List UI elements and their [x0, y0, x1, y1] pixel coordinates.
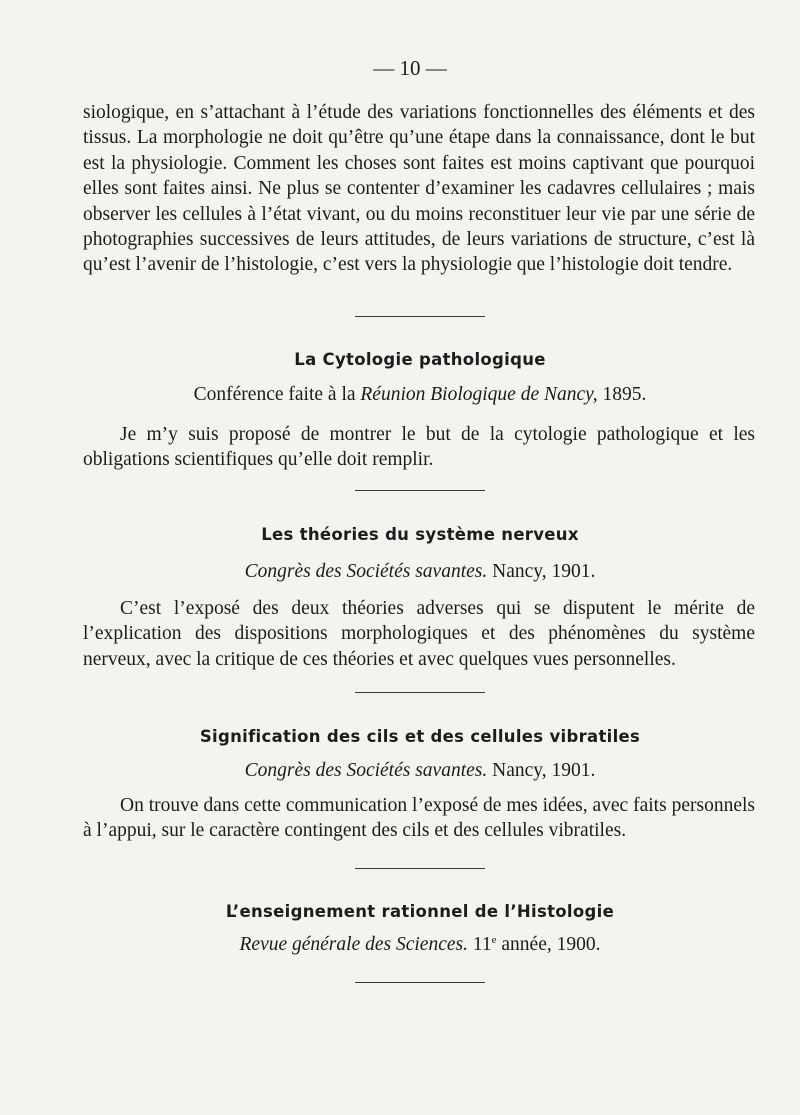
- page-number: — 10 —: [373, 56, 447, 80]
- source-italic: Réunion Biologique de Nancy,: [360, 384, 598, 405]
- separator-rule: [355, 692, 485, 693]
- source-prefix: Conférence faite à la: [193, 384, 361, 405]
- separator-rule: [355, 868, 485, 869]
- separator-rule: [355, 316, 485, 317]
- source-suffix-2: année, 1900.: [496, 934, 601, 955]
- section-title: Les théories du système nerveux: [261, 525, 579, 544]
- source-suffix: 1895.: [597, 384, 647, 405]
- section-source: [0, 760, 800, 782]
- section-source: [0, 561, 800, 583]
- section-body: Je m’y suis proposé de montrer le but de la cytologie pathologique et les obligations scientifiques qu’elle doit remplir.: [83, 424, 755, 471]
- intro-paragraph: siologique, en s’attachant à l’étude des variations fonctionnelles des éléments et des tissus. La morphologie ne doit qu’être qu’une étape dans la connaissance, dont le but est la physiologie. Comment les choses sont faites est moins captivant que pourquoi elles sont faites ainsi. Ne plus se contenter d’examiner les cadavres cellulaires ; mais observer les cellules à l’état vivant, ou du moins reconstituer leur vie par une série de photographies successives de leurs attitudes, de leurs variations de structure, c’est là qu’est l’avenir de l’histologie, c’est vers la physiologie que l’histologie doit tendre.: [83, 102, 755, 276]
- section-title: Signification des cils et des cellules vibratiles: [199, 727, 641, 746]
- separator-rule: [355, 982, 485, 983]
- section-title: La Cytologie pathologique: [294, 350, 546, 369]
- source-suffix: Nancy, 1901.: [487, 760, 596, 781]
- source-italic: Revue générale des Sciences.: [239, 934, 468, 955]
- source-italic: Congrès des Sociétés savantes.: [244, 561, 488, 582]
- section-source: [0, 934, 800, 956]
- source-italic: Congrès des Sociétés savantes.: [244, 760, 488, 781]
- section-source: [0, 384, 800, 406]
- section-body: C’est l’exposé des deux théories adverses qui se disputent le mérite de l’explication des dispositions morphologiques et des phénomènes du système nerveux, avec la critique de ces théories et avec quelques vues personnelles.: [83, 598, 755, 670]
- source-superscript: e: [491, 934, 497, 946]
- section-body: On trouve dans cette communication l’exposé de mes idées, avec faits personnels à l’appui, sur le caractère contingent des cils et des cellules vibratiles.: [83, 795, 755, 842]
- separator-rule: [355, 490, 485, 491]
- section-title: L’enseignement rationnel de l’Histologie: [225, 902, 615, 921]
- source-suffix: Nancy, 1901.: [487, 561, 596, 582]
- source-suffix: 11: [467, 934, 492, 955]
